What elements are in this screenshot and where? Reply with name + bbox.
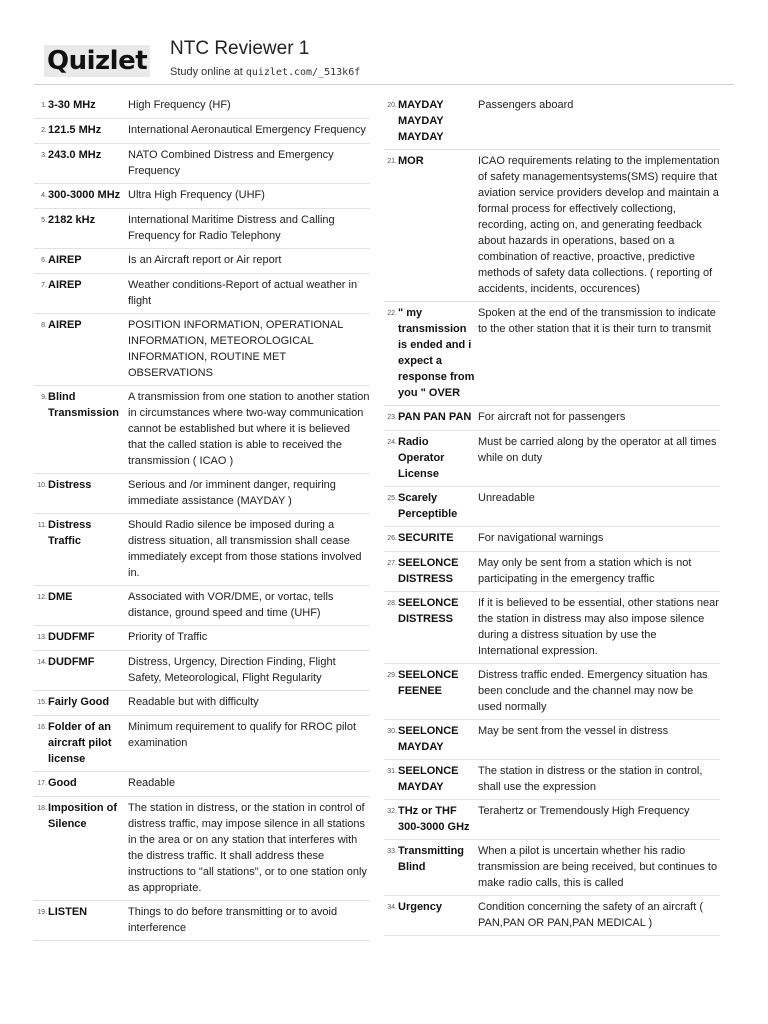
card-definition: Is an Aircraft report or Air report bbox=[128, 254, 282, 266]
header-divider bbox=[34, 84, 734, 85]
card-definition: Weather conditions-Report of actual weather in flight bbox=[128, 279, 358, 307]
card-term: MAYDAY MAYDAY MAYDAY bbox=[398, 99, 444, 143]
card-definition: Readable bbox=[128, 777, 176, 789]
card-definition: Distress traffic ended. Emergency situation has been conclude and the channel may now be used normally bbox=[478, 669, 708, 713]
card-row bbox=[34, 314, 370, 386]
card-row bbox=[384, 94, 720, 150]
card-number: 13. bbox=[37, 634, 47, 641]
card-row bbox=[34, 184, 370, 209]
card-number: 32. bbox=[387, 808, 397, 815]
card-term: " my transmission is ended and i expect a response from you " OVER bbox=[398, 307, 475, 399]
card-number: 8. bbox=[41, 322, 47, 329]
card-row bbox=[34, 119, 370, 144]
card-definition: The station in distress, or the station in control of distress traffic, may impose silence in all stations in the area or on any station that interferes with the distress traffic. It shall address these instructions to "all stations", or to one station only as appropriate. bbox=[128, 802, 367, 894]
card-row bbox=[384, 527, 720, 552]
card-number: 3. bbox=[41, 152, 47, 159]
card-definition: Passengers aboard bbox=[478, 99, 574, 111]
card-term: MOR bbox=[398, 155, 424, 167]
card-number: 17. bbox=[37, 780, 47, 787]
card-row bbox=[384, 592, 720, 664]
card-row bbox=[34, 716, 370, 772]
card-term: LISTEN bbox=[48, 906, 88, 918]
card-term: AIREP bbox=[48, 279, 82, 291]
study-online-label: Study online at bbox=[170, 66, 246, 78]
card-definition: Condition concerning the safety of an aircraft ( PAN,PAN OR PAN,PAN MEDICAL ) bbox=[478, 901, 704, 929]
card-number: 21. bbox=[387, 158, 397, 165]
card-row bbox=[384, 840, 720, 896]
card-row bbox=[34, 626, 370, 651]
card-number: 1. bbox=[41, 102, 47, 109]
card-number: 10. bbox=[37, 482, 47, 489]
card-number: 16. bbox=[37, 724, 47, 731]
card-number: 33. bbox=[387, 848, 397, 855]
card-number: 9. bbox=[41, 394, 47, 401]
card-term: SEELONCE MAYDAY bbox=[398, 765, 459, 793]
card-definition: High Frequency (HF) bbox=[128, 99, 231, 111]
card-term: 3-30 MHz bbox=[48, 99, 96, 111]
card-number: 20. bbox=[387, 102, 397, 109]
card-number: 28. bbox=[387, 600, 397, 607]
set-title: NTC Reviewer 1 bbox=[170, 38, 310, 59]
card-definition: If it is believed to be essential, other stations near the station in distress may also impose silence during a distress situation by use the International expression. bbox=[478, 597, 719, 657]
card-row bbox=[384, 431, 720, 487]
card-term: Good bbox=[48, 777, 77, 789]
card-definition: International Maritime Distress and Calling Frequency for Radio Telephony bbox=[128, 214, 335, 242]
card-term: 243.0 MHz bbox=[48, 149, 102, 161]
card-term: DME bbox=[48, 591, 73, 603]
card-row bbox=[384, 150, 720, 302]
cards-column-left bbox=[34, 94, 370, 941]
card-term: Scarely Perceptible bbox=[398, 492, 458, 520]
card-term: 2182 kHz bbox=[48, 214, 96, 226]
card-term: SEELONCE FEENEE bbox=[398, 669, 459, 697]
card-definition: For navigational warnings bbox=[478, 532, 604, 544]
card-number: 15. bbox=[37, 699, 47, 706]
card-number: 27. bbox=[387, 560, 397, 567]
card-row bbox=[384, 800, 720, 840]
card-definition: The station in distress or the station in control, shall use the expression bbox=[478, 765, 703, 793]
card-definition: Readable but with difficulty bbox=[128, 696, 259, 708]
card-term: Urgency bbox=[398, 901, 443, 913]
card-definition: ICAO requirements relating to the implementation of safety managementsystems(SMS) require that aviation service providers develop and maintain a formal process for effectively collectiong, recording, acting on, and generating feedback about hazards in operations, based on a combination of reactive, proactive, predictive methods of safety data collections. ( reporting of accidents, incidents, occurences) bbox=[478, 155, 720, 295]
card-term: SECURITE bbox=[398, 532, 454, 544]
card-term: SEELONCE DISTRESS bbox=[398, 597, 459, 625]
card-number: 11. bbox=[37, 522, 47, 529]
card-definition: May be sent from the vessel in distress bbox=[478, 725, 669, 737]
card-row bbox=[34, 797, 370, 901]
card-definition: Should Radio silence be imposed during a distress situation, all transmission shall cease immediately except from those stations involved in. bbox=[128, 519, 362, 579]
card-definition: Minimum requirement to qualify for RROC pilot examination bbox=[128, 721, 357, 749]
card-number: 26. bbox=[387, 535, 397, 542]
card-row bbox=[384, 760, 720, 800]
card-term: Blind Transmission bbox=[48, 391, 119, 419]
card-number: 14. bbox=[37, 659, 47, 666]
card-term: Radio Operator License bbox=[398, 436, 445, 480]
card-number: 23. bbox=[387, 414, 397, 421]
card-number: 7. bbox=[41, 282, 47, 289]
card-row bbox=[34, 209, 370, 249]
card-row bbox=[384, 302, 720, 406]
card-number: 31. bbox=[387, 768, 397, 775]
card-number: 12. bbox=[37, 594, 47, 601]
card-row bbox=[34, 691, 370, 716]
card-term: Fairly Good bbox=[48, 696, 110, 708]
card-row bbox=[34, 586, 370, 626]
cards-column-right bbox=[384, 94, 720, 936]
card-row bbox=[34, 386, 370, 474]
card-number: 29. bbox=[387, 672, 397, 679]
card-row bbox=[34, 651, 370, 691]
card-row bbox=[384, 552, 720, 592]
card-definition: Priority of Traffic bbox=[128, 631, 208, 643]
card-number: 19. bbox=[37, 909, 47, 916]
card-number: 2. bbox=[41, 127, 47, 134]
card-number: 24. bbox=[387, 439, 397, 446]
card-number: 18. bbox=[37, 805, 47, 812]
card-term: DUDFMF bbox=[48, 631, 95, 643]
card-definition: Things to do before transmitting or to avoid interference bbox=[128, 906, 338, 934]
set-url-link[interactable]: quizlet.com/_513k6f bbox=[245, 67, 361, 78]
card-row bbox=[34, 772, 370, 797]
card-term: Distress bbox=[48, 479, 92, 491]
card-definition: Terahertz or Tremendously High Frequency bbox=[478, 805, 690, 817]
card-term: Imposition of Silence bbox=[48, 802, 118, 830]
card-row bbox=[384, 487, 720, 527]
card-definition: Unreadable bbox=[478, 492, 535, 504]
card-term: AIREP bbox=[48, 254, 82, 266]
card-definition: POSITION INFORMATION, OPERATIONAL INFORMATION, METEOROLOGICAL INFORMATION, ROUTINE MET OBSERVATIONS bbox=[128, 319, 343, 379]
card-number: 25. bbox=[387, 495, 397, 502]
card-row bbox=[384, 720, 720, 760]
card-row bbox=[384, 664, 720, 720]
card-number: 5. bbox=[41, 217, 47, 224]
card-row bbox=[34, 144, 370, 184]
card-number: 6. bbox=[41, 257, 47, 264]
card-row bbox=[34, 274, 370, 314]
card-definition: Spoken at the end of the transmission to indicate to the other station that it is their turn to transmit bbox=[478, 307, 716, 335]
card-term: Distress Traffic bbox=[48, 519, 92, 547]
card-definition: For aircraft not for passengers bbox=[478, 411, 626, 423]
card-term: SEELONCE MAYDAY bbox=[398, 725, 459, 753]
card-term: 300-3000 MHz bbox=[48, 189, 121, 201]
quizlet-logo: Quizlet bbox=[44, 45, 150, 77]
card-row bbox=[34, 474, 370, 514]
card-term: PAN PAN PAN bbox=[398, 411, 472, 423]
card-row bbox=[34, 249, 370, 274]
card-definition: International Aeronautical Emergency Frequency bbox=[128, 124, 366, 136]
card-definition: Ultra High Frequency (UHF) bbox=[128, 189, 265, 201]
card-row bbox=[384, 896, 720, 936]
card-definition: NATO Combined Distress and Emergency Frequency bbox=[128, 149, 334, 177]
card-row bbox=[34, 901, 370, 941]
card-number: 22. bbox=[387, 310, 397, 317]
card-definition: May only be sent from a station which is not participating in the emergency traffic bbox=[478, 557, 692, 585]
card-definition: Serious and /or imminent danger, requiring immediate assistance (MAYDAY ) bbox=[128, 479, 336, 507]
card-definition: Associated with VOR/DME, or vortac, tells distance, ground speed and time (UHF) bbox=[128, 591, 334, 619]
card-definition: Must be carried along by the operator at all times while on duty bbox=[478, 436, 717, 464]
card-term: SEELONCE DISTRESS bbox=[398, 557, 459, 585]
card-number: 4. bbox=[41, 192, 47, 199]
card-number: 34. bbox=[387, 904, 397, 911]
card-term: Transmitting Blind bbox=[398, 845, 465, 873]
document-header bbox=[44, 36, 734, 86]
card-term: AIREP bbox=[48, 319, 82, 331]
card-row bbox=[34, 514, 370, 586]
card-term: THz or THF 300-3000 GHz bbox=[398, 805, 470, 833]
card-term: 121.5 MHz bbox=[48, 124, 102, 136]
card-row bbox=[34, 94, 370, 119]
card-row bbox=[384, 406, 720, 431]
card-definition: When a pilot is uncertain whether his radio transmission are being received, but continues to make radio calls, this is called bbox=[478, 845, 718, 889]
card-term: DUDFMF bbox=[48, 656, 95, 668]
card-number: 30. bbox=[387, 728, 397, 735]
card-definition: Distress, Urgency, Direction Finding, Flight Safety, Meteorological, Flight Regularity bbox=[128, 656, 336, 684]
card-definition: A transmission from one station to another station in circumstances where two-way communication cannot be established but where it is believed that the called station is able to received the transmission ( ICAO ) bbox=[128, 391, 370, 467]
card-term: Folder of an aircraft pilot license bbox=[48, 721, 112, 765]
study-online-line bbox=[170, 66, 360, 78]
